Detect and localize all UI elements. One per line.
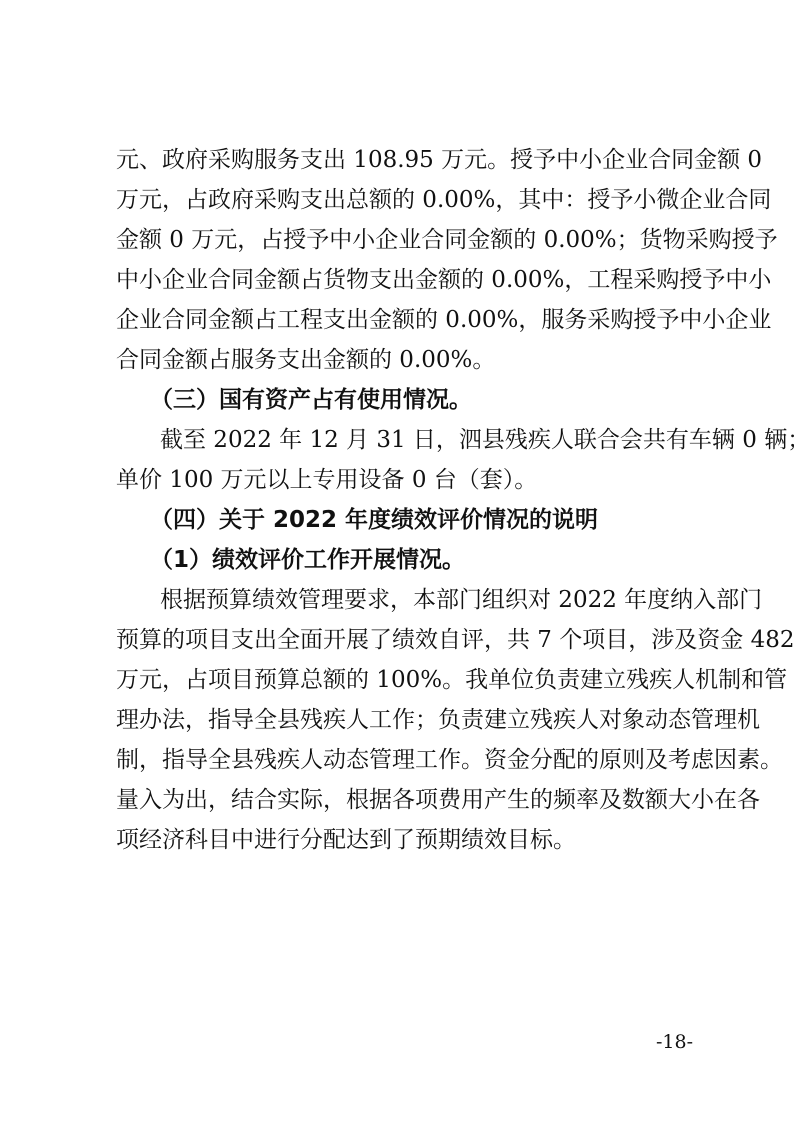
- paragraph-line: 理办法，指导全县残疾人工作；负责建立残疾人对象动态管理机: [116, 707, 760, 733]
- paragraph-line: 万元，占项目预算总额的 100%。我单位负责建立残疾人机制和管: [116, 667, 788, 693]
- paragraph-line: 中小企业合同金额占货物支出金额的 0.00%，工程采购授予中小: [116, 267, 772, 293]
- section-heading-4: （四）关于 2022 年度绩效评价情况的说明: [150, 507, 599, 533]
- paragraph-line: 制，指导全县残疾人动态管理工作。资金分配的原则及考虑因素。: [116, 747, 783, 773]
- paragraph-line: 截至 2022 年 12 月 31 日，泗县残疾人联合会共有车辆 0 辆；: [160, 427, 810, 453]
- paragraph-line: 万元，占政府采购支出总额的 0.00%，其中：授予小微企业合同: [116, 187, 772, 213]
- paragraph-line: 企业合同金额占工程支出金额的 0.00%，服务采购授予中小企业: [116, 307, 772, 333]
- paragraph-line: 项经济科目中进行分配达到了预期绩效目标。: [116, 827, 576, 853]
- subsection-heading-1: （1）绩效评价工作开展情况。: [150, 547, 466, 573]
- section-heading-3: （三）国有资产占有使用情况。: [150, 387, 472, 413]
- page-number: -18-: [655, 1031, 693, 1053]
- paragraph-line: 合同金额占服务支出金额的 0.00%。: [116, 347, 496, 373]
- paragraph-line: 金额 0 万元，占授予中小企业合同金额的 0.00%；货物采购授予: [116, 227, 778, 253]
- paragraph-line: 单价 100 万元以上专用设备 0 台（套）。: [116, 467, 538, 493]
- paragraph-line: 根据预算绩效管理要求，本部门组织对 2022 年度纳入部门: [160, 587, 763, 613]
- paragraph-line: 预算的项目支出全面开展了绩效自评，共 7 个项目，涉及资金 482: [116, 627, 795, 653]
- paragraph-line: 元、政府采购服务支出 108.95 万元。授予中小企业合同金额 0: [116, 147, 763, 173]
- paragraph-line: 量入为出，结合实际，根据各项费用产生的频率及数额大小在各: [116, 787, 760, 813]
